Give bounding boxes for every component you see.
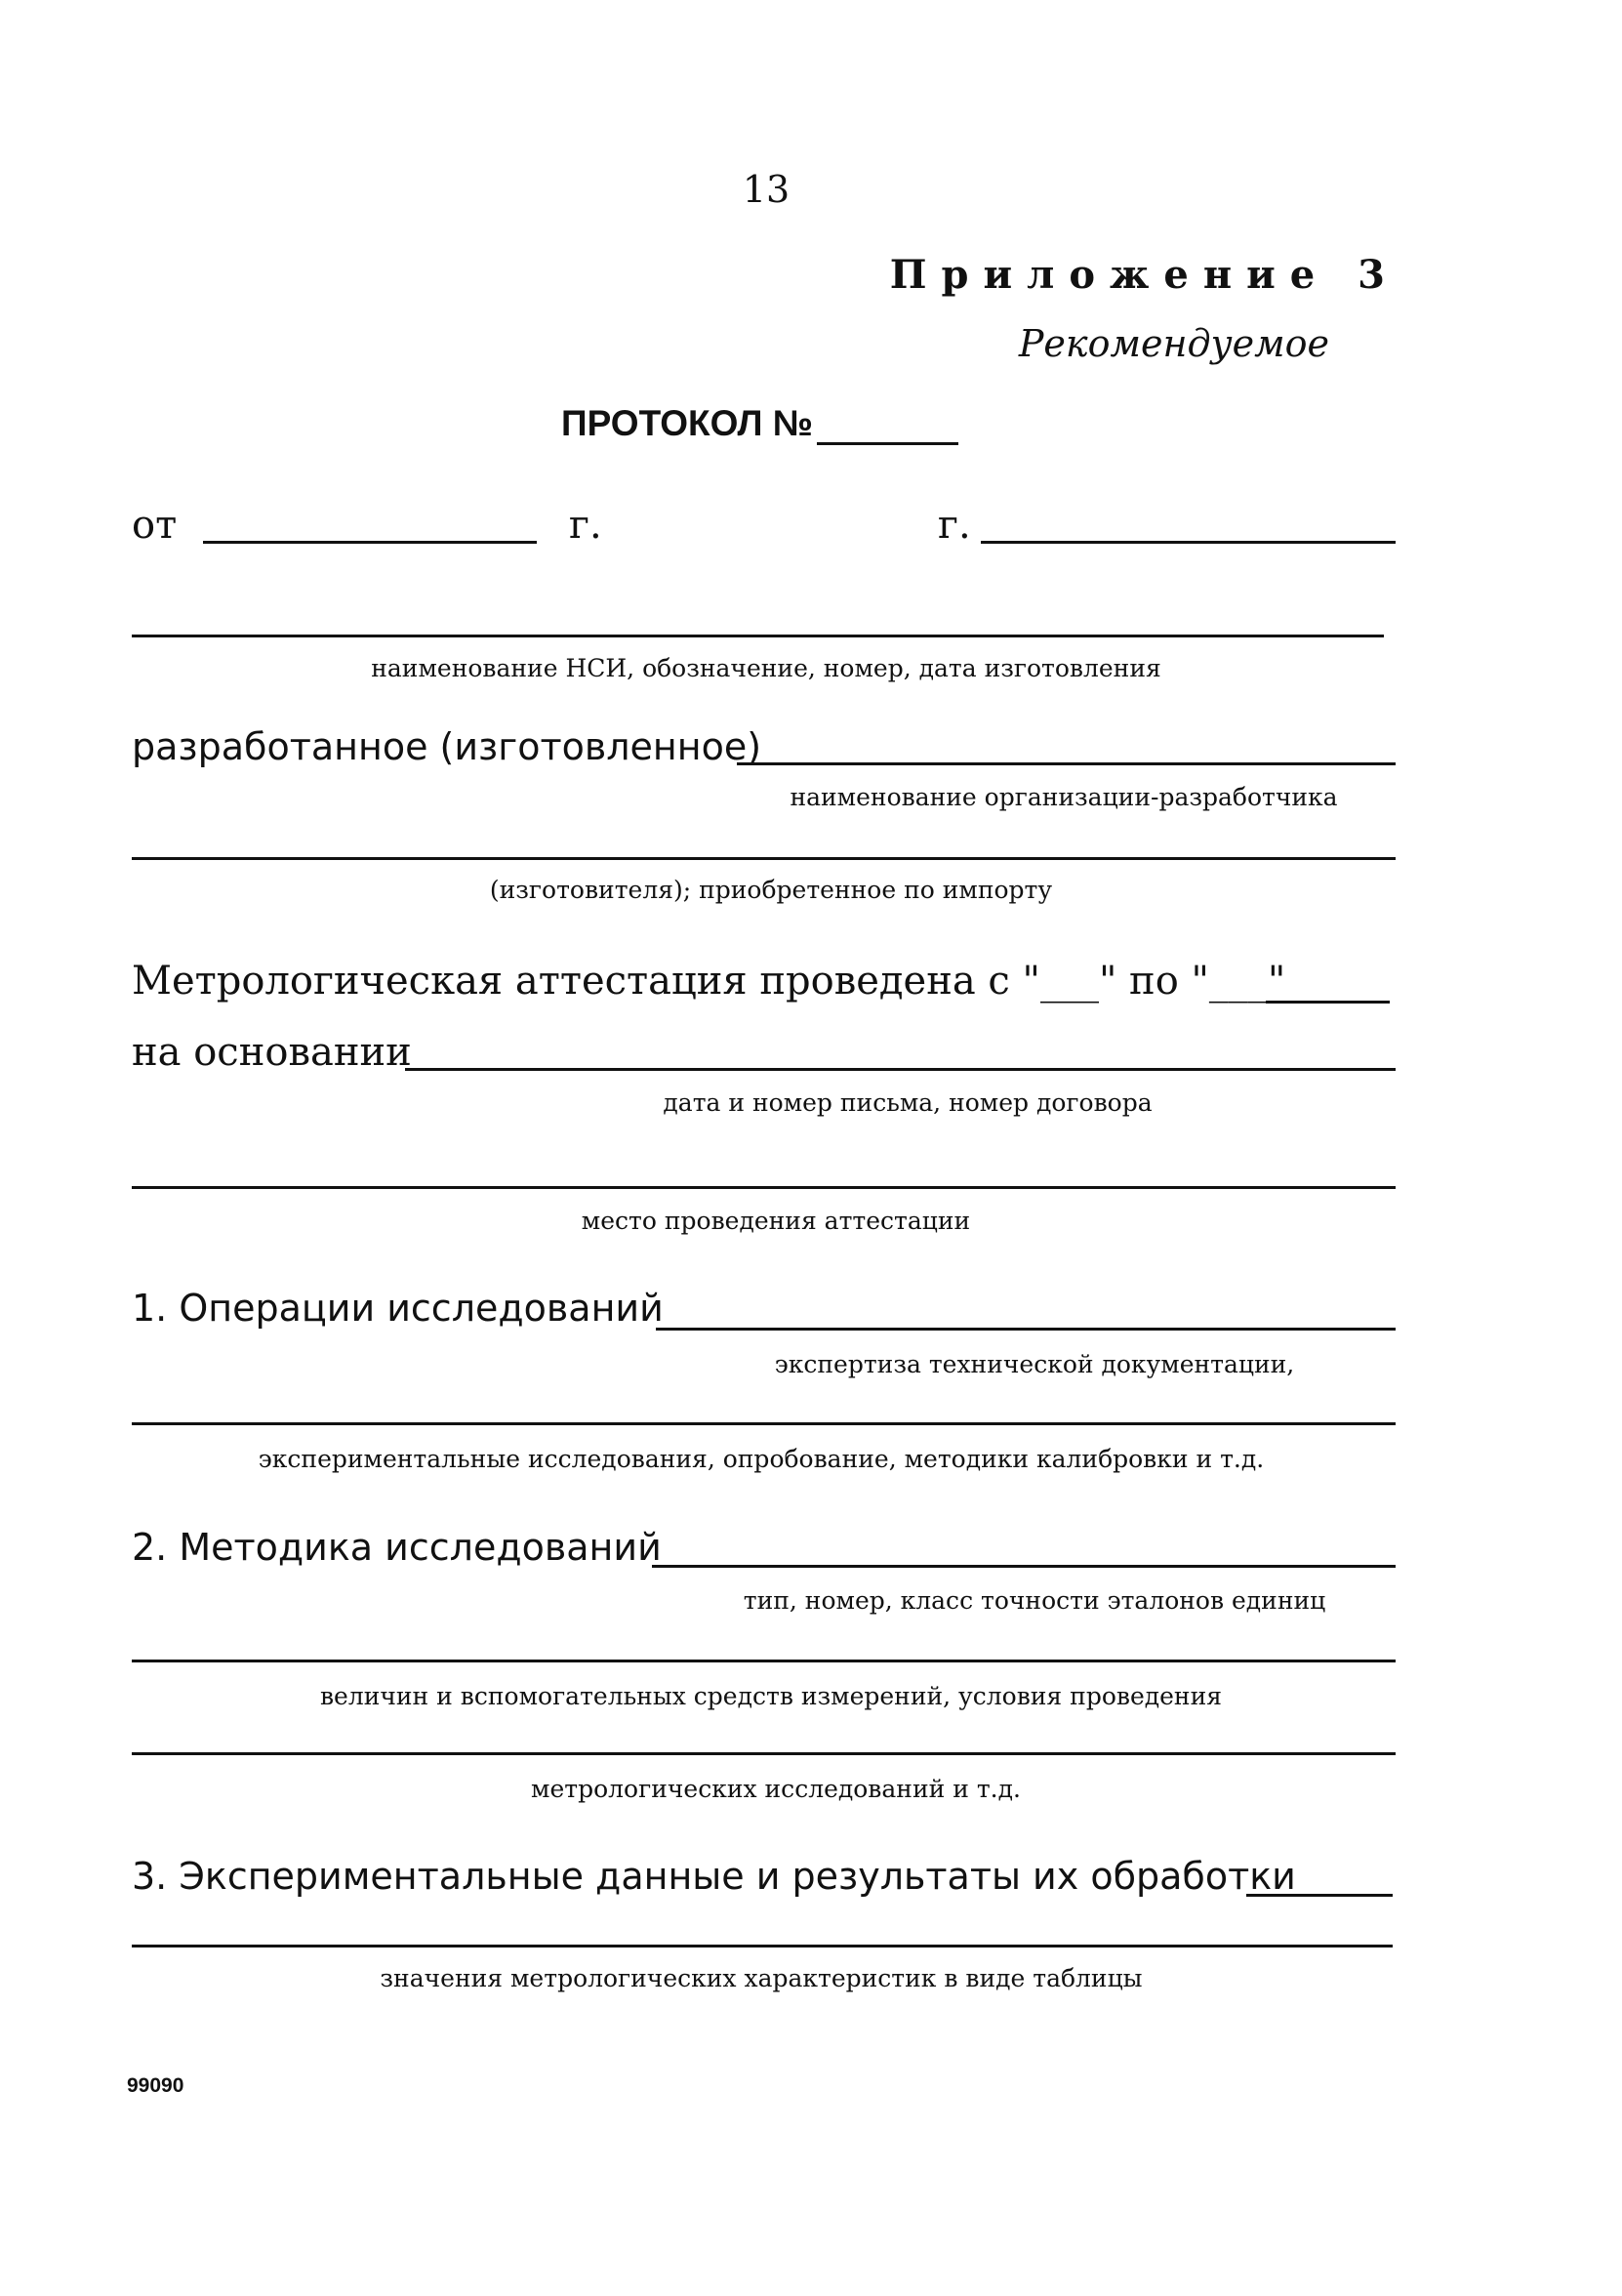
section-1-field[interactable] [656,1328,1396,1331]
manufacturer-field[interactable] [132,857,1396,860]
certification-year-field[interactable] [1266,1001,1390,1004]
basis-label: на основании [132,1030,412,1075]
basis-field[interactable] [405,1068,1396,1071]
section-3-field-2[interactable] [132,1945,1393,1948]
protocol-title: ПРОТОКОЛ № [561,403,813,443]
section-3-field[interactable] [1246,1894,1393,1897]
developer-org-hint: наименование организации-разработчика [790,783,1338,811]
nsi-name-hint: наименование НСИ, обозначение, номер, дата изготовления [371,654,1161,682]
page-number: 13 [742,168,791,211]
developed-label: разработанное (изготовленное) [132,725,762,768]
basis-details-hint: дата и номер письма, номер договора [663,1088,1153,1117]
appendix-title: Приложение 3 [889,252,1399,298]
nsi-name-field[interactable] [132,635,1384,637]
section-2-field-2[interactable] [132,1660,1396,1662]
section-2-field[interactable] [652,1565,1396,1568]
date-field[interactable] [203,541,537,544]
from-label: от [132,503,178,548]
section-2-title: 2. Методика исследований [132,1526,662,1569]
section-2-field-3[interactable] [132,1752,1396,1755]
certification-place-field[interactable] [132,1186,1396,1189]
manufacturer-hint: (изготовителя); приобретенное по импорту [489,876,1053,904]
document-code: 99090 [127,2074,184,2097]
section-3-title: 3. Экспериментальные данные и результаты их обработки [132,1855,1296,1898]
developer-field[interactable] [737,762,1396,765]
year-suffix: г. [569,503,602,548]
method-hint-3: метрологических исследований и т.д. [531,1775,1021,1803]
section-1-field-2[interactable] [132,1422,1396,1425]
certification-label: Метрологическая аттестация проведена с "___" по "___" [132,959,1286,1004]
method-hint-2: величин и вспомогательных средств измерений, условия проведения [319,1682,1223,1710]
city-prefix: г. [938,503,971,548]
method-hint-1: тип, номер, класс точности эталонов единиц [743,1586,1326,1615]
certification-place-hint: место проведения аттестации [581,1207,971,1235]
section-1-title: 1. Операции исследований [132,1287,664,1330]
appendix-status: Рекомендуемое [1018,322,1329,365]
protocol-number-field[interactable] [817,442,958,445]
operations-hint-1: экспертиза технической документации, [774,1350,1295,1378]
results-hint-1: значения метрологических характеристик в виде таблицы [380,1964,1143,1992]
city-field[interactable] [981,541,1396,544]
operations-hint-2: экспериментальные исследования, опробование, методики калибровки и т.д. [258,1445,1265,1473]
